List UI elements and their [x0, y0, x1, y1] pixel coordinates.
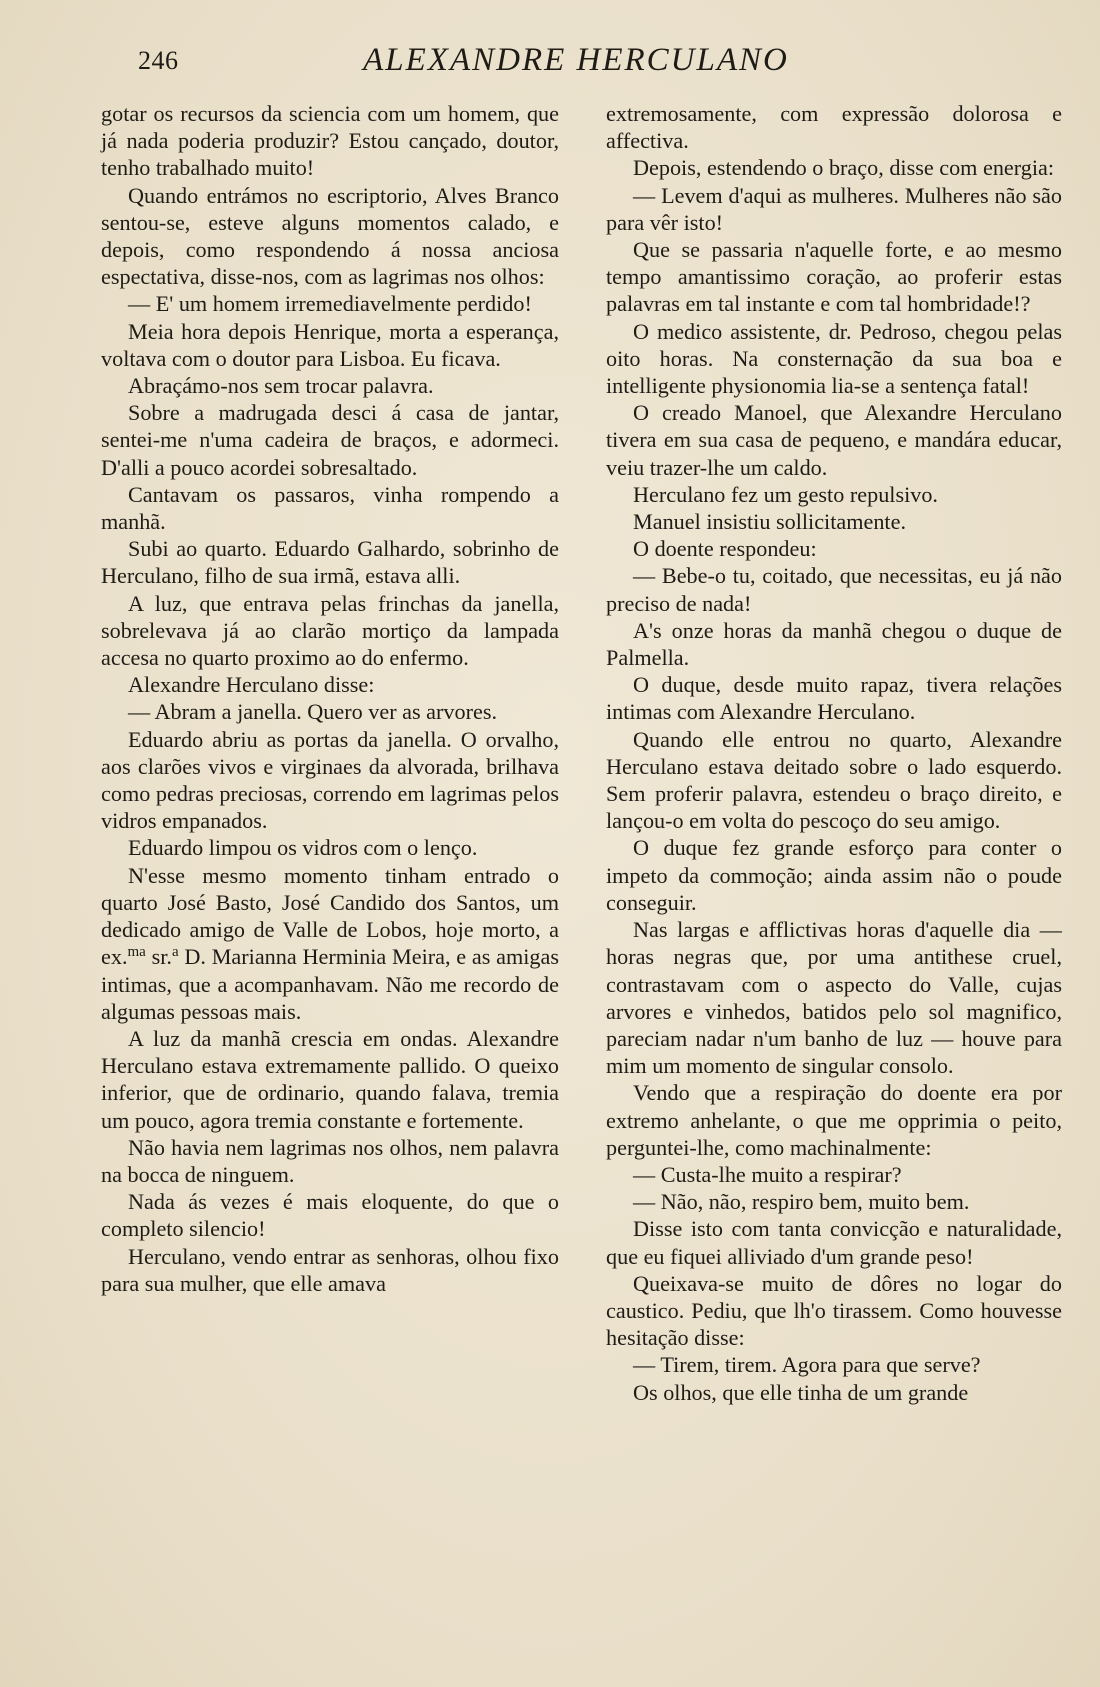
paragraph: A luz da manhã crescia em ondas. Alexandre Herculano estava extremamente pallido. O queixo inferior, que de ordinario, quando falava, tremia um pouco, agora tremia constante e fortemente. — [101, 1025, 559, 1133]
paragraph: — Levem d'aqui as mulheres. Mulheres não são para vêr isto! — [606, 182, 1062, 235]
left-column — [101, 100, 559, 1297]
paragraph: Sobre a madrugada desci á casa de jantar, sentei-me n'uma cadeira de braços, e adormeci. D'alli a pouco acordei sobresaltado. — [101, 400, 559, 480]
paragraph: Subi ao quarto. Eduardo Galhardo, sobrinho de Herculano, filho de sua irmã, estava alli. — [101, 536, 559, 589]
paragraph: O doente respondeu: — [633, 536, 817, 562]
paragraph: O duque, desde muito rapaz, tivera relações intimas com Alexandre Herculano. — [606, 672, 1062, 725]
page-number: 246 — [138, 46, 179, 75]
paragraph: — Tirem, tirem. Agora para que serve? — [633, 1352, 981, 1378]
paragraph: gotar os recursos da sciencia com um homem, que já nada poderia produzir? Estou cançado, doutor, tenho trabalhado muito! — [101, 101, 559, 181]
text-span: N'esse mesmo momento tinham entrado o quarto José Basto, José Candido dos Santos, um dedicado amigo de Valle de Lobos, hoje morto, a ex. — [101, 862, 559, 970]
page-header — [96, 38, 1056, 88]
paragraph: extremosamente, com expressão dolorosa e affectiva. — [606, 101, 1062, 154]
paragraph: O creado Manoel, que Alexandre Herculano tivera em sua casa de pequeno, e mandára educar, veiu trazer-lhe um caldo. — [606, 400, 1062, 480]
right-column — [606, 100, 1062, 1406]
paragraph: Meia hora depois Henrique, morta a esperança, voltava com o doutor para Lisboa. Eu ficava. — [101, 318, 559, 371]
paragraph: Que se passaria n'aquelle forte, e ao mesmo tempo amantissimo coração, ao proferir estas palavras em tal instante e com tal hombridade!? — [606, 237, 1062, 317]
paragraph: Herculano fez um gesto repulsivo. — [633, 481, 938, 507]
paragraph: Eduardo abriu as portas da janella. O orvalho, aos clarões vivos e virginaes da alvorada, brilhava como pedras preciosas, correndo em lagrimas pelos vidros empanados. — [101, 726, 559, 834]
paragraph: Manuel insistiu sollicitamente. — [633, 509, 906, 535]
superscript: ma — [127, 944, 146, 961]
paragraph: Nada ás vezes é mais eloquente, do que o completo silencio! — [101, 1189, 559, 1242]
paragraph: Nas largas e afflictivas horas d'aquelle dia — horas negras que, por uma antithese cruel, contrastavam com o aspecto do Valle, cujas arvores e vinhedos, batidos pelo sol magnifico, pareciam nadar n'um banho de luz — houve para mim um momento de singular consolo. — [606, 917, 1062, 1079]
paragraph: Vendo que a respiração do doente era por extremo anhelante, o que me opprimia o peito, perguntei-lhe, como machinalmente: — [606, 1080, 1062, 1160]
paragraph — [101, 862, 559, 1025]
paragraph: Cantavam os passaros, vinha rompendo a manhã. — [101, 481, 559, 535]
paragraph: — Abram a janella. Quero ver as arvores. — [128, 699, 498, 725]
paragraph: Alexandre Herculano disse: — [128, 672, 375, 698]
paragraph: O duque fez grande esforço para conter o impeto da commoção; ainda assim não o poude conseguir. — [606, 835, 1062, 915]
paragraph: Disse isto com tanta convicção e naturalidade, que eu fiquei alliviado d'um grande peso! — [606, 1216, 1062, 1269]
paragraph: — Não, não, respiro bem, muito bem. — [633, 1189, 970, 1215]
paragraph: A's onze horas da manhã chegou o duque de Palmella. — [606, 617, 1062, 671]
paragraph: Herculano, vendo entrar as senhoras, olhou fixo para sua mulher, que elle amava — [101, 1243, 559, 1296]
text-span: D. Marianna Herminia Meira, e as amigas intimas, que a acompanhavam. Não me recordo de algumas pessoas mais. — [101, 944, 559, 1024]
paragraph: — E' um homem irremediavelmente perdido! — [128, 291, 532, 317]
paragraph: O medico assistente, dr. Pedroso, chegou pelas oito horas. Na consternação da sua boa e intelligente physionomia lia-se a sentença fatal! — [606, 318, 1062, 399]
paragraph: Eduardo limpou os vidros com o lenço. — [128, 835, 478, 861]
paragraph: Depois, estendendo o braço, disse com energia: — [633, 155, 1055, 181]
paragraph: Não havia nem lagrimas nos olhos, nem palavra na bocca de ninguem. — [101, 1134, 559, 1187]
paragraph: A luz, que entrava pelas frinchas da janella, sobrelevava já ao clarão mortiço da lampada accesa no quarto proximo ao do enfermo. — [101, 590, 559, 671]
paragraph: Abraçámo-nos sem trocar palavra. — [128, 373, 434, 399]
superscript: a — [171, 944, 179, 961]
paragraph: Queixava-se muito de dôres no logar do caustico. Pediu, que lh'o tirassem. Como houvesse hesitação disse: — [606, 1270, 1062, 1351]
running-title: ALEXANDRE HERCULANO — [363, 42, 789, 78]
paragraph: Quando entrámos no escriptorio, Alves Branco sentou-se, esteve alguns momentos calado, e depois, como respondendo á nossa anciosa espectativa, disse-nos, com as lagrimas nos olhos: — [101, 182, 559, 290]
text-span: sr. — [145, 944, 172, 970]
paragraph: — Custa-lhe muito a respirar? — [633, 1161, 902, 1187]
paragraph: — Bebe-o tu, coitado, que necessitas, eu já não preciso de nada! — [606, 563, 1062, 616]
paragraph: Os olhos, que elle tinha de um grande — [633, 1379, 969, 1405]
paragraph: Quando elle entrou no quarto, Alexandre Herculano estava deitado sobre o lado esquerdo. Sem proferir palavra, estendeu o braço direito, e lançou-o em volta do pescoço do seu amigo. — [606, 726, 1062, 834]
